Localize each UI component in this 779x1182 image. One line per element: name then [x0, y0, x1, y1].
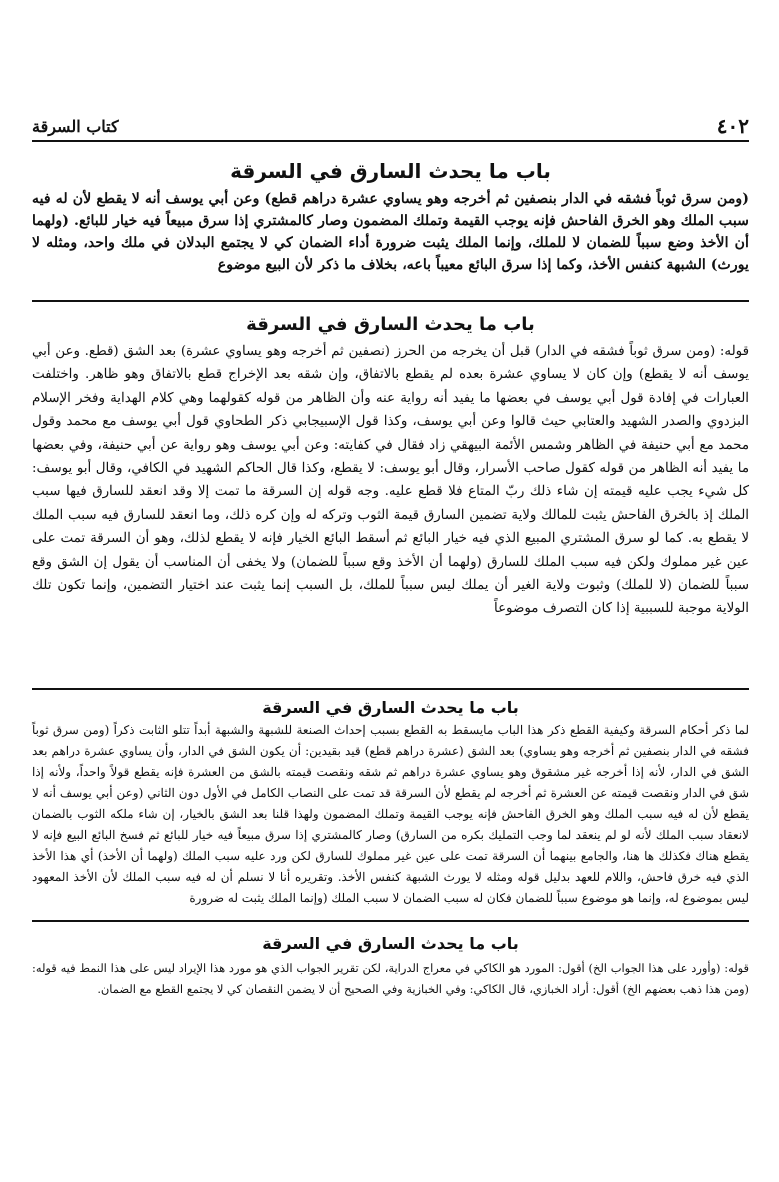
divider	[32, 920, 749, 922]
book-title: كتاب السرقة	[32, 117, 119, 136]
footnote-section	[32, 930, 749, 1000]
divider	[32, 688, 749, 690]
section-text: قوله: (وأورد على هذا الجواب الخ) أقول: المورد هو الكاكي في معراج الدراية، لكن تقرير الجواب الذي هو مورد هذا الإيراد ليس على هذا النمط فيه قوله: (ومن هذا ذهب بعضهم الخ) أقول: أراد الخبازي، قال الكاكي: وفي الخبازية وفي الصحيح أن لا يضمن النقصان كي لا يجتمع القطع مع الضمان.	[32, 961, 749, 996]
page-number: ٤٠٢	[716, 114, 749, 138]
divider	[32, 300, 749, 302]
page-header	[32, 114, 749, 142]
commentary-section	[32, 310, 749, 621]
section-text: قوله: (ومن سرق ثوباً فشقه في الدار) قبل أن يخرجه من الحرز (نصفين ثم أخرجه وهو يساوي عشرة) بعد الشق (قطع. وعن أبي يوسف أنه لا يقطع) وإن كان لا يساوي عشرة بعده لم يقطع بالاتفاق، وإن شقه بعد الإخراج قطع بالاتفاق وهو ظاهر. واختلفت العبارات في إفادة قول أبي يوسف في بعضها ما يفيد أنه رواية عنه وأن الظاهر من قوله كقولهما وهي كلام الهداية وفخر الإسلام البزدوي والصدر الشهيد والعتابي حيث قالوا وعن أبي يوسف، وكذا قول الإسبيجابي ذكر الطحاوي قول أبي يوسف مع محمد وقول محمد مع أبي حنيفة في الظاهر وشمس الأئمة البيهقي زاد فقال في كفايته: وعن أبي يوسف وهو رواية عن أبي حنيفة، وفي بعضها ما يفيد أنه الظاهر من قوله كقول صاحب الأسرار، وقال أبو يوسف: لا يقطع، وكذا قال الحاكم الشهيد في الكافي، وقال أبو يوسف: كل شيء يجب عليه قيمته إن شاء ذلك ربّ المتاع فلا قطع عليه. وجه قوله إن السرقة ما تمت إلا وقد انعقد للسارق فيها سبب الملك إذ بالخرق الفاحش يثبت للمالك ولاية تضمين السارق قيمة الثوب وتركه له وإن كره ذلك، وما انعقد للسارق فيه سبب الملك لا يقطع به. كما لو سرق المشتري المبيع الذي فيه خيار البائع ثم أسقط البائع الخيار فإنه لا يقطع لذلك، وهو أن السرقة تمت على عين غير مملوك ولكن فيه سبب الملك للسارق (ولهما أن الأخذ وقع سبباً للضمان) ولا يخفى أن المناسب أن يقول إن الشق وقع سبباً للضمان (لا للملك) وثبوت ولاية الغير أن يملك ليس سبباً للملك، بل السبب إنما يثبت عند اختيار التضمين، وإنما تكون تلك الولاية موجبة للسببية إذا كان التصرف موضوعاً	[32, 344, 749, 617]
section-text: (ومن سرق ثوباً فشقه في الدار بنصفين ثم أخرجه وهو يساوي عشرة دراهم قطع) وعن أبي يوسف أنه لا يقطع لأن له فيه سبب الملك وهو الخرق الفاحش فإنه يوجب القيمة وتملك المضمون وصار كالمشتري إذا سرق مبيعاً فيه خيار للبائع. (ولهما أن الأخذ وضع سبباً للضمان لا للملك، وإنما الملك يثبت ضرورة أداء الضمان كي لا يجتمع البدلان في ملك واحد، ومثله لا يورث) الشبهة كنفس الأخذ، وكما إذا سرق البائع معيباً باعه، بخلاف ما ذكر لأن البيع موضوع	[32, 191, 749, 273]
section-title: باب ما يحدث السارق في السرقة	[262, 698, 519, 717]
section-title: باب ما يحدث السارق في السرقة	[262, 934, 519, 953]
section-text: لما ذكر أحكام السرقة وكيفية القطع ذكر هذا الباب مايسقط به القطع بسبب إحداث الصنعة للشبهة والشبهة أبداً تتلو الثابت ذكراً (ومن سرق ثوباً فشقه في الدار بنصفين ثم أخرجه وهو يساوي) بعد الشق (عشرة دراهم قطع) قيد بقيدين: أن يكون الشق في الدار، وأن يساوي عشرة دراهم بعد الشق في الدار، لأنه إذا أخرجه غير مشقوق وهو يساوي عشرة دراهم ثم شقه ونقصت قيمته بالشق من العشرة فإنه يقطع قولاً واحداً، ولأنه إذا شق في الدار ونقصت قيمته عن العشرة ثم أخرجه لم يقطع لأن السرقة قد تمت على النصاب الكامل في الأول دون الثاني (وعن أبي يوسف أنه لا يقطع لأن له فيه سبب الملك وهو الخرق الفاحش فإنه يوجب القيمة وتملك المضمون ولهذا قلنا بعد الشق بالخيار، إن شاء ملكه الثوب بالضمان لانعقاد سبب الملك لأنه لو لم ينعقد لما وجب التمليك بكره من السارق) وصار كالمشتري إذا سرق مبيعاً فيه خيار للبائع ثم فسخ البائع البيع فإنه لا يقطع هناك فكذلك ها هنا، والجامع بينهما أن السرقة تمت على عين غير مملوك للسارق لكن ورد عليه سبب الملك (ولهما أن الأخذ) أي هذا الأخذ الذي فيه خرق فاحش، واللام للعهد بدليل قوله ومثله لا يورث الشبهة كنفس الأخذ. وتقريره أنا لا نسلم أن له فيه سبب الملك لأن الأخذ المعهود ليس بموضوع له، وإنما هو موضوع سبباً للضمان فكان له سبب الضمان لا سبب الملك (وإنما الملك يثبت له ضرورة	[32, 723, 750, 905]
section-title: باب ما يحدث السارق في السرقة	[246, 314, 535, 335]
second-commentary-section	[32, 696, 749, 909]
section-title: باب ما يحدث السارق في السرقة	[230, 159, 551, 183]
main-text-section	[32, 154, 749, 276]
